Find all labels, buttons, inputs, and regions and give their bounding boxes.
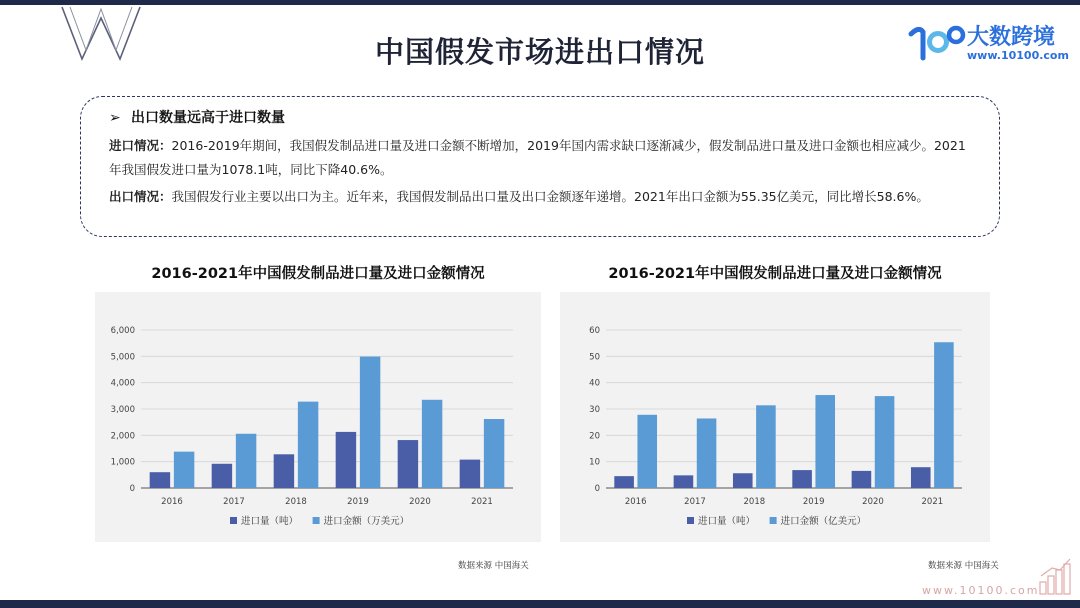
bottom-accent-bar [0, 600, 1080, 608]
summary-box [80, 96, 1000, 237]
bar-volume [792, 470, 812, 488]
chart-1-svg [95, 292, 541, 542]
bar-volume [674, 475, 694, 488]
chart-2-svg [560, 292, 990, 542]
export-paragraph [109, 185, 977, 209]
export-label: 出口情况： [109, 189, 172, 204]
brand-url: www.10100.com [967, 49, 1069, 62]
brand-mark-icon [905, 18, 967, 64]
bar-volume [852, 471, 872, 488]
y-tick-label: 0 [129, 484, 135, 494]
y-tick-label: 10 [589, 457, 600, 468]
bar-volume [460, 460, 480, 488]
bar-amount [360, 357, 380, 488]
chart-2 [560, 292, 990, 542]
brand-logo [905, 18, 1075, 68]
y-tick-label: 3,000 [110, 405, 135, 415]
bar-volume [274, 454, 294, 488]
x-tick-label: 2018 [285, 497, 307, 507]
y-tick-label: 20 [589, 431, 600, 442]
x-tick-label: 2017 [223, 497, 245, 507]
bar-amount [422, 400, 442, 488]
brand-name: 大数跨境 [967, 25, 1056, 50]
y-tick-label: 40 [589, 378, 600, 389]
bar-amount [484, 419, 504, 488]
bar-amount [697, 418, 717, 488]
x-tick-label: 2018 [743, 497, 766, 507]
legend-swatch [687, 517, 694, 524]
y-tick-label: 0 [594, 484, 600, 494]
bar-amount [298, 402, 318, 488]
x-tick-label: 2021 [921, 497, 944, 507]
y-tick-label: 60 [589, 326, 600, 336]
y-tick-label: 2,000 [110, 431, 135, 442]
bar-volume [212, 464, 232, 488]
x-tick-label: 2016 [624, 497, 647, 507]
x-tick-label: 2021 [471, 497, 493, 507]
bar-amount [875, 396, 895, 488]
chart-1-title: 2016-2021年中国假发制品进口量及进口金额情况 [151, 266, 485, 282]
y-tick-label: 5,000 [110, 352, 135, 363]
bar-amount [236, 434, 256, 488]
chart-2-title: 2016-2021年中国假发制品进口量及进口金额情况 [608, 266, 942, 282]
chart-2-source: 数据来源 中国海关 [928, 561, 999, 571]
legend-swatch [770, 517, 777, 524]
bar-volume [614, 476, 634, 488]
bar-amount [934, 342, 954, 488]
x-tick-label: 2017 [684, 497, 706, 507]
x-tick-label: 2016 [161, 497, 183, 507]
bar-amount [637, 415, 657, 488]
page-title: 中国假发市场进出口情况 [374, 35, 705, 69]
x-tick-label: 2020 [862, 497, 884, 507]
watermark-text: www.10100.com [922, 584, 1040, 597]
legend-label: 进口金额（亿美元） [780, 516, 867, 527]
legend [687, 515, 866, 527]
legend-label: 进口金额（万美元） [323, 516, 410, 527]
export-text: 我国假发行业主要以出口为主。近年来，我国假发制品出口量及出口金额逐年递增。2021年出口金额为55.35亿美元，同比增长58.6%。 [171, 189, 929, 204]
legend-swatch [230, 517, 237, 524]
bar-volume [336, 432, 356, 488]
summary-heading-text: 出口数量远高于进口数量 [131, 110, 285, 126]
x-tick-label: 2019 [802, 497, 825, 507]
import-text: 2016-2019年期间，我国假发制品进口量及进口金额不断增加，2019年国内需求缺口逐渐减少，假发制品进口量及进口金额也相应减少。2021年我国假发进口量为1078.1吨，同比下降40.6%。 [109, 138, 966, 177]
bar-amount [815, 395, 835, 488]
top-accent-bar [0, 0, 1080, 5]
bar-volume [398, 440, 418, 488]
y-tick-label: 30 [589, 405, 600, 415]
legend-label: 进口量（吨） [241, 516, 299, 527]
legend [230, 515, 409, 527]
legend-swatch [313, 517, 320, 524]
chart-1 [95, 292, 541, 542]
y-tick-label: 4,000 [110, 378, 135, 389]
x-tick-label: 2019 [347, 497, 369, 507]
chart-1-source: 数据来源 中国海关 [458, 561, 529, 571]
watermark-bars-icon [1038, 556, 1072, 596]
y-tick-label: 50 [589, 352, 600, 363]
x-tick-label: 2020 [409, 497, 431, 507]
import-paragraph [109, 134, 977, 182]
y-tick-label: 1,000 [110, 457, 135, 468]
import-label: 进口情况： [109, 138, 172, 153]
summary-heading [109, 107, 977, 127]
legend-label: 进口量（吨） [698, 516, 756, 527]
arrow-bullet-icon: ➢ [109, 110, 121, 126]
bar-amount [174, 452, 194, 488]
y-tick-label: 6,000 [110, 326, 135, 336]
bar-volume [733, 473, 753, 488]
bar-volume [911, 467, 931, 488]
bar-volume [150, 472, 170, 488]
bar-amount [756, 405, 776, 488]
